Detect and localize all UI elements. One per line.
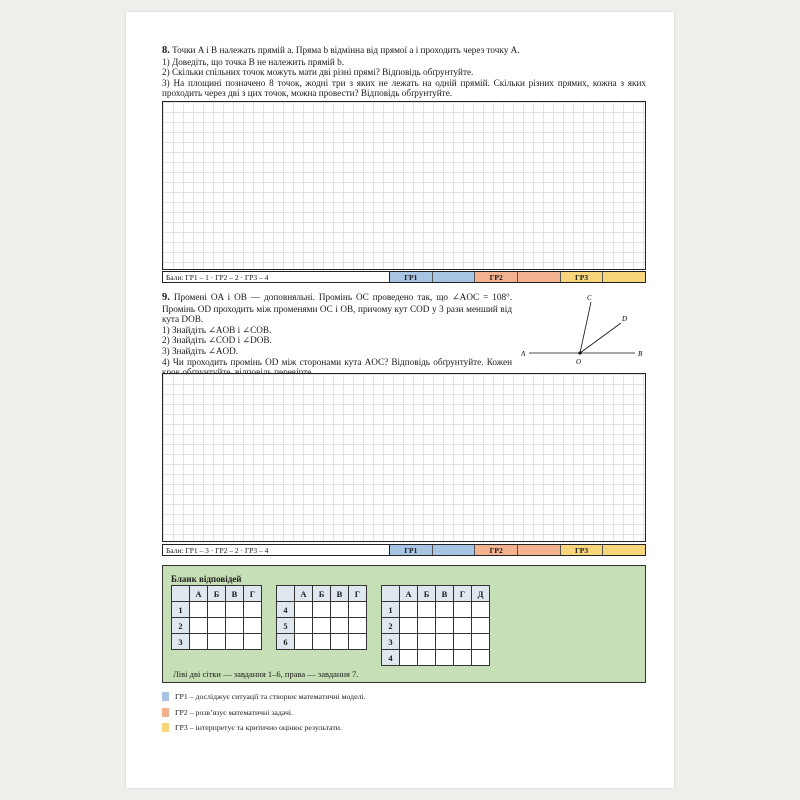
answer-cell[interactable] bbox=[190, 634, 208, 650]
task-9-question-4: 4) Чи проходить промінь OD між сторонами кута AOC? Відповідь обґрунтуйте. Кожен bbox=[162, 356, 512, 367]
ray-oc bbox=[580, 302, 591, 353]
answer-sheet-note: Ліві дві сітки — завдання 1–6, права — завдання 7. bbox=[173, 669, 359, 679]
task-8-gr1-label: ГР1 bbox=[390, 272, 433, 282]
task-8-answer-grid[interactable] bbox=[162, 101, 646, 270]
grid-column-header: Б bbox=[313, 586, 331, 602]
answer-cell[interactable] bbox=[400, 618, 418, 634]
grid-corner bbox=[172, 586, 190, 602]
answer-cell[interactable] bbox=[472, 618, 490, 634]
task-9-question-2: 2) Знайдіть ∠COD і ∠DOB. bbox=[162, 335, 272, 346]
task-9-answer-grid[interactable] bbox=[162, 373, 646, 542]
task-9-gr2-label: ГР2 bbox=[475, 545, 518, 555]
legend-gr3-swatch bbox=[162, 723, 169, 732]
grid-column-header: В bbox=[226, 586, 244, 602]
grid-row-header: 2 bbox=[382, 618, 400, 634]
legend-gr2 bbox=[162, 708, 293, 717]
angle-diagram bbox=[521, 292, 646, 372]
label-o: O bbox=[576, 358, 582, 366]
task-9-gr3-score-cell[interactable] bbox=[603, 545, 645, 555]
task-8-statement: Точки A і B належать прямій a. Пряма b відмінна від прямої a і проходить через точку A. bbox=[172, 45, 520, 55]
task-9-gr1-label: ГР1 bbox=[390, 545, 433, 555]
label-b: B bbox=[638, 350, 643, 358]
task-9-score-bar bbox=[162, 544, 646, 556]
answer-cell[interactable] bbox=[226, 634, 244, 650]
answer-cell[interactable] bbox=[436, 634, 454, 650]
grid-row-header: 1 bbox=[172, 602, 190, 618]
task-8-gr2-score-cell[interactable] bbox=[518, 272, 561, 282]
grid-column-header: Д bbox=[472, 586, 490, 602]
task-9-statement: Промені OA і OB — доповняльні. Промінь OC проведено так, що ∠AOC = 108°. Промінь OD проходить між променями OC і OB, причому кут COD у 3 рази менший від кута DOB. bbox=[162, 292, 513, 325]
answer-cell[interactable] bbox=[472, 602, 490, 618]
task-9-gr1-score-cell[interactable] bbox=[433, 545, 476, 555]
task-8-score-bar bbox=[162, 271, 646, 283]
answer-cell[interactable] bbox=[313, 602, 331, 618]
task-8-gr3-label: ГР3 bbox=[561, 272, 604, 282]
answer-cell[interactable] bbox=[226, 618, 244, 634]
answer-cell[interactable] bbox=[349, 634, 367, 650]
answer-cell[interactable] bbox=[454, 618, 472, 634]
legend-gr3-text: ГР3 – інтерпретує та критично оцінює результати. bbox=[175, 723, 342, 732]
answer-cell[interactable] bbox=[418, 634, 436, 650]
answer-grid-3 bbox=[381, 585, 490, 666]
answer-cell[interactable] bbox=[313, 634, 331, 650]
answer-cell[interactable] bbox=[331, 618, 349, 634]
answer-cell[interactable] bbox=[313, 618, 331, 634]
task-9-number: 9. bbox=[162, 292, 170, 303]
worksheet-page bbox=[126, 12, 674, 788]
answer-cell[interactable] bbox=[418, 618, 436, 634]
grid-column-header: Б bbox=[418, 586, 436, 602]
task-9-score-label: Бали: ГР1 – 3 · ГР2 – 2 · ГР3 – 4 bbox=[163, 545, 390, 555]
task-8-question-3: 3) На площині позначено 8 точок, жодні три з яких не лежать на одній прямій. Скільки різних прямих, кожна з яких проходить через дві з цих точок, можна провести? Відповідь обґрунтуйте. bbox=[162, 77, 646, 99]
grid-row-header: 3 bbox=[172, 634, 190, 650]
answer-cell[interactable] bbox=[331, 602, 349, 618]
task-9 bbox=[162, 292, 512, 378]
answer-cell[interactable] bbox=[244, 634, 262, 650]
answer-cell[interactable] bbox=[295, 602, 313, 618]
answer-cell[interactable] bbox=[208, 602, 226, 618]
answer-cell[interactable] bbox=[331, 634, 349, 650]
grid-corner bbox=[277, 586, 295, 602]
grid-row-header: 3 bbox=[382, 634, 400, 650]
legend-gr3 bbox=[162, 723, 342, 732]
answer-cell[interactable] bbox=[454, 650, 472, 666]
task-9-question-1: 1) Знайдіть ∠AOB і ∠COB. bbox=[162, 324, 272, 335]
task-8-gr3-score-cell[interactable] bbox=[603, 272, 645, 282]
answer-cell[interactable] bbox=[190, 618, 208, 634]
answer-grid-2 bbox=[276, 585, 367, 650]
label-d: D bbox=[622, 315, 628, 323]
answer-cell[interactable] bbox=[400, 650, 418, 666]
answer-cell[interactable] bbox=[244, 618, 262, 634]
task-8 bbox=[162, 45, 646, 99]
legend-gr1-text: ГР1 – досліджує ситуації та створює математичні моделі. bbox=[175, 692, 366, 701]
answer-cell[interactable] bbox=[244, 602, 262, 618]
answer-sheet bbox=[162, 565, 646, 683]
answer-cell[interactable] bbox=[349, 618, 367, 634]
answer-cell[interactable] bbox=[400, 634, 418, 650]
label-c: C bbox=[587, 294, 592, 302]
task-8-number: 8. bbox=[162, 45, 170, 56]
answer-cell[interactable] bbox=[436, 618, 454, 634]
legend-gr2-swatch bbox=[162, 708, 169, 717]
answer-grid-1 bbox=[171, 585, 262, 650]
grid-corner bbox=[382, 586, 400, 602]
answer-cell[interactable] bbox=[295, 618, 313, 634]
task-9-question-3: 3) Знайдіть ∠AOD. bbox=[162, 345, 239, 356]
task-8-question-1: 1) Доведіть, що точка B не належить прямій b. bbox=[162, 56, 345, 67]
answer-cell[interactable] bbox=[208, 634, 226, 650]
task-9-gr2-score-cell[interactable] bbox=[518, 545, 561, 555]
ray-od bbox=[580, 323, 621, 353]
grid-row-header: 1 bbox=[382, 602, 400, 618]
answer-cell[interactable] bbox=[418, 650, 436, 666]
task-8-score-label: Бали: ГР1 – 1 · ГР2 – 2 · ГР3 – 4 bbox=[163, 272, 390, 282]
answer-sheet-title: Бланк відповідей bbox=[171, 574, 242, 584]
answer-cell[interactable] bbox=[295, 634, 313, 650]
answer-cell[interactable] bbox=[472, 650, 490, 666]
answer-cell[interactable] bbox=[472, 634, 490, 650]
grid-column-header: Г bbox=[454, 586, 472, 602]
grid-column-header: А bbox=[400, 586, 418, 602]
answer-cell[interactable] bbox=[454, 602, 472, 618]
legend-gr2-text: ГР2 – розв’язує математичні задачі. bbox=[175, 708, 294, 717]
task-8-gr2-label: ГР2 bbox=[475, 272, 518, 282]
answer-cell[interactable] bbox=[436, 602, 454, 618]
point-o bbox=[578, 351, 581, 354]
grid-row-header: 6 bbox=[277, 634, 295, 650]
grid-column-header: Г bbox=[244, 586, 262, 602]
answer-cell[interactable] bbox=[454, 634, 472, 650]
task-9-gr3-label: ГР3 bbox=[561, 545, 604, 555]
grid-column-header: В bbox=[436, 586, 454, 602]
answer-cell[interactable] bbox=[436, 650, 454, 666]
answer-cell[interactable] bbox=[208, 618, 226, 634]
answer-cell[interactable] bbox=[400, 602, 418, 618]
answer-cell[interactable] bbox=[418, 602, 436, 618]
grid-row-header: 4 bbox=[382, 650, 400, 666]
grid-column-header: А bbox=[190, 586, 208, 602]
answer-cell[interactable] bbox=[349, 602, 367, 618]
answer-cell[interactable] bbox=[226, 602, 244, 618]
grid-column-header: Б bbox=[208, 586, 226, 602]
legend-gr1 bbox=[162, 692, 366, 701]
grid-column-header: Г bbox=[349, 586, 367, 602]
task-8-question-2: 2) Скільки спільних точок можуть мати дві різні прямі? Відповідь обґрунтуйте. bbox=[162, 67, 474, 78]
legend-gr1-swatch bbox=[162, 692, 169, 701]
task-8-gr1-score-cell[interactable] bbox=[433, 272, 476, 282]
label-a: A bbox=[521, 350, 526, 358]
grid-row-header: 2 bbox=[172, 618, 190, 634]
grid-column-header: В bbox=[331, 586, 349, 602]
answer-cell[interactable] bbox=[190, 602, 208, 618]
grid-column-header: А bbox=[295, 586, 313, 602]
grid-row-header: 5 bbox=[277, 618, 295, 634]
grid-row-header: 4 bbox=[277, 602, 295, 618]
